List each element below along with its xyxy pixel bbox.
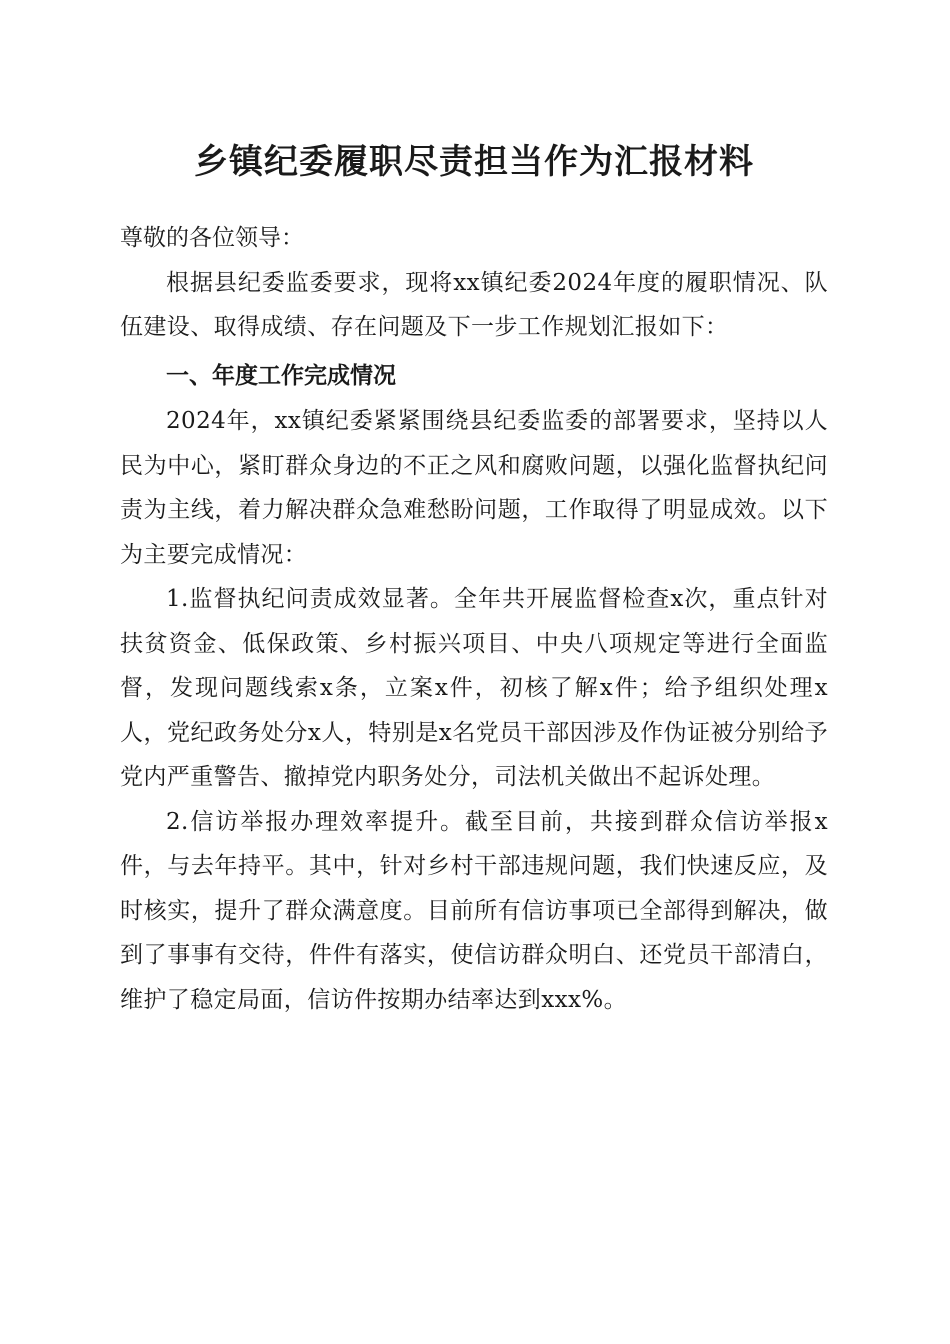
intro-paragraph: 根据县纪委监委要求，现将xx镇纪委2024年度的履职情况、队伍建设、取得成绩、存在问题及下一步工作规划汇报如下： [120,269,828,340]
document-page [120,0,828,1022]
section-paragraph-petitions: 2.信访举报办理效率提升。截至目前，共接到群众信访举报x件，与去年持平。其中，针对乡村干部违规问题，我们快速反应，及时核实，提升了群众满意度。目前所有信访事项已全部得到解决，做到了事事有交待，件件有落实，使信访群众明白、还党员干部清白，维护了稳定局面，信访件按期办结率达到xxx%。 [120,808,828,1013]
section-1 [120,350,828,1023]
salutation: 尊敬的各位领导： [120,225,304,251]
section-paragraph-supervision: 1.监督执纪问责成效显著。全年共开展监督检查x次，重点针对扶贫资金、低保政策、乡村振兴项目、中央八项规定等进行全面监督，发现问题线索x条，立案x件，初核了解x件；给予组织处理x人，党纪政务处分x人，特别是x名党员干部因涉及作伪证被分别给予党内严重警告、撤掉党内职务处分，司法机关做出不起诉处理。 [120,586,828,790]
section-heading: 一、年度工作完成情况 [166,362,396,389]
section-paragraph-overview: 2024年，xx镇纪委紧紧围绕县纪委监委的部署要求，坚持以人民为中心，紧盯群众身边的不正之风和腐败问题，以强化监督执纪问责为主线，着力解决群众急难愁盼问题，工作取得了明显成效。以下为主要完成情况： [120,408,828,568]
document-title: 乡镇纪委履职尽责担当作为汇报材料 [194,142,754,182]
